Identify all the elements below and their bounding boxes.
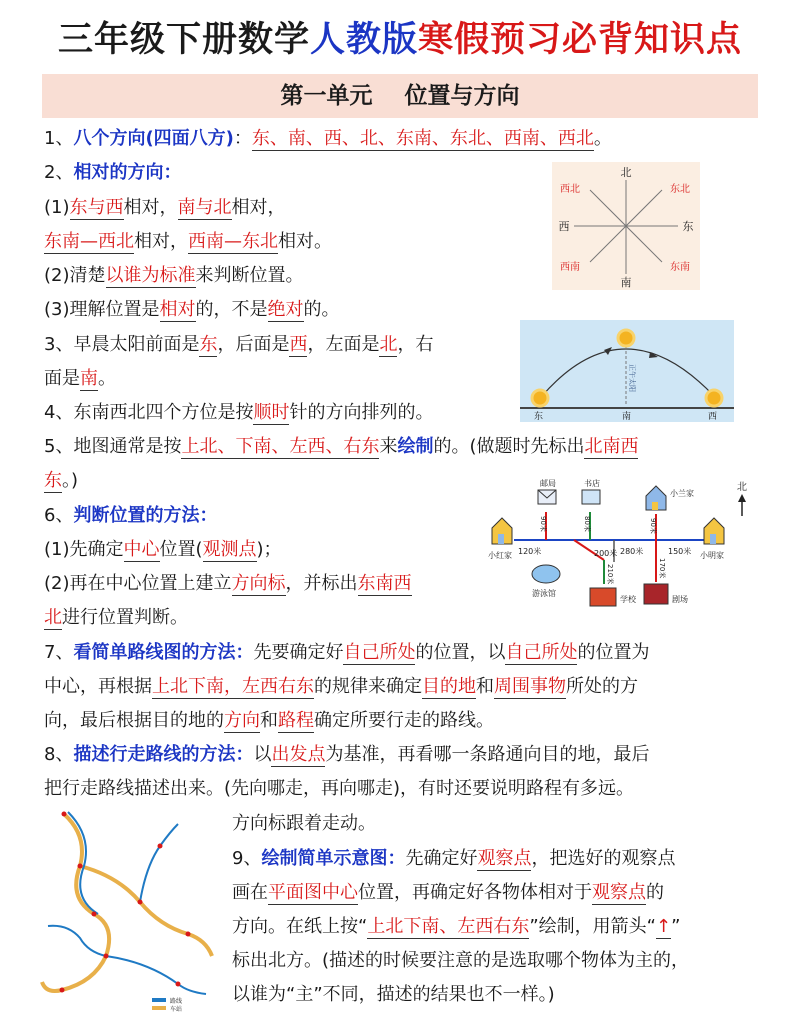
item-8-line-1: 8、描述行走路线的方法：以出发点为基准，再看哪一条路通向目的地，最后 (44, 744, 650, 765)
compass-sw: 西南 (560, 262, 580, 273)
item-6-3: 北进行位置判断。 (44, 607, 188, 628)
item-5-line-1: 5、地图通常是按上北、下南、左西、右东来绘制的。(做题时先标出北南西 (44, 436, 639, 457)
item-7-line-2: 中心，再根据上北下南，左西右东的规律来确定目的地和周围事物所处的方 (44, 676, 638, 697)
item-9-line-2: 画在平面图中心位置，再确定好各物体相对于观察点的 (232, 882, 664, 903)
route-xiaohong: 小红家 (488, 551, 512, 560)
item-7-line-1: 7、看简单路线图的方法：先要确定好自己所处的位置，以自己所处的位置为 (44, 642, 650, 663)
route-d-hong: 120米 (518, 547, 542, 556)
transit-legend-a: 路线 (170, 998, 183, 1005)
route-d-center: 200米 (594, 549, 618, 558)
item-6-1: (1)先确定中心位置(观测点)； (44, 539, 282, 560)
route-d-lan: 90米 (649, 518, 657, 534)
unit-header (42, 74, 758, 118)
title-part-3: 寒假预习必背知识点 (418, 20, 743, 60)
route-xiaoming: 小明家 (700, 551, 724, 560)
route-d-right: 280米 (620, 547, 644, 556)
transit-map-figure (28, 806, 224, 1016)
sun-east-label: 东 (534, 412, 544, 422)
item-4: 4、东南西北四个方位是按顺时针的方向排列的。 (44, 402, 434, 423)
unit-label: 第一单元 (280, 83, 373, 109)
compass-se: 东南 (670, 262, 690, 273)
item-8-line-2: 把行走路线描述出来。(先向哪走，再向哪走)，有时还要说明路程有多远。 (44, 778, 635, 799)
item-9-line-3: 方向。在纸上按“上北下南、左西右东”绘制，用箭头“↑” (232, 916, 681, 937)
route-d-theater: 170米 (658, 558, 666, 579)
item-2: 2、相对的方向： (44, 162, 182, 183)
item-9-line-5: 以谁为“主”不同，描述的结果也不一样。) (232, 984, 555, 1005)
item-9-line-4: 标出北方。(描述的时候要注意的是选取哪个物体为主的， (232, 950, 690, 971)
unit-title: 位置与方向 (404, 83, 520, 109)
route-d-pool: 210米 (606, 564, 614, 585)
title-part-2: 人教版 (309, 20, 418, 60)
route-pool: 游泳馆 (532, 589, 556, 598)
route-d-book: 80米 (583, 516, 591, 532)
route-school: 学校 (620, 595, 636, 604)
page-title (0, 12, 800, 62)
route-d-post: 90米 (539, 516, 547, 532)
sun-noon-label: 正午太阳 (628, 364, 636, 392)
item-6-2: (2)再在中心位置上建立方向标，并标出东南西 (44, 573, 412, 594)
title-part-1: 三年级下册数学 (57, 20, 310, 60)
item-2-4: (3)理解位置是相对的，不是绝对的。 (44, 299, 340, 320)
compass-west: 西 (558, 220, 570, 233)
item-1: 1、八个方向(四面八方)：东、南、西、北、东南、东北、西南、西北。 (44, 128, 612, 149)
compass-south: 南 (620, 276, 632, 289)
route-xiaolan: 小兰家 (670, 489, 694, 498)
compass-figure (552, 162, 700, 290)
route-north: 北 (737, 482, 747, 493)
sun-path-figure (520, 320, 734, 422)
item-3-line-2: 面是南。 (44, 368, 116, 389)
item-2-3: (2)清楚以谁为标准来判断位置。 (44, 265, 304, 286)
item-2-2: 东南—西北相对，西南—东北相对。 (44, 231, 332, 252)
item-7-line-3: 向，最后根据目的地的方向和路程确定所要行走的路线。 (44, 710, 494, 731)
item-2-1: (1)东与西相对，南与北相对， (44, 197, 286, 218)
compass-east: 东 (682, 220, 694, 233)
route-bookstore: 书店 (584, 479, 600, 488)
route-map-figure (486, 478, 762, 610)
compass-ne: 东北 (670, 184, 690, 195)
route-theater: 剧场 (672, 595, 688, 604)
compass-nw: 西北 (560, 184, 580, 195)
item-3-line-1: 3、早晨太阳前面是东，后面是西，左面是北，右 (44, 334, 434, 355)
item-6: 6、判断位置的方法： (44, 505, 218, 526)
route-post: 邮局 (540, 479, 556, 488)
transit-legend-b: 车站 (170, 1006, 183, 1013)
item-8-line-3: 方向标跟着走动。 (232, 813, 376, 834)
item-5-line-2: 东。) (44, 470, 79, 491)
sun-west-label: 西 (708, 412, 718, 422)
route-d-ming: 150米 (668, 547, 692, 556)
item-9-line-1: 9、绘制简单示意图：先确定好观察点，把选好的观察点 (232, 848, 676, 869)
compass-north: 北 (620, 166, 632, 179)
sun-south-label: 南 (622, 412, 632, 422)
